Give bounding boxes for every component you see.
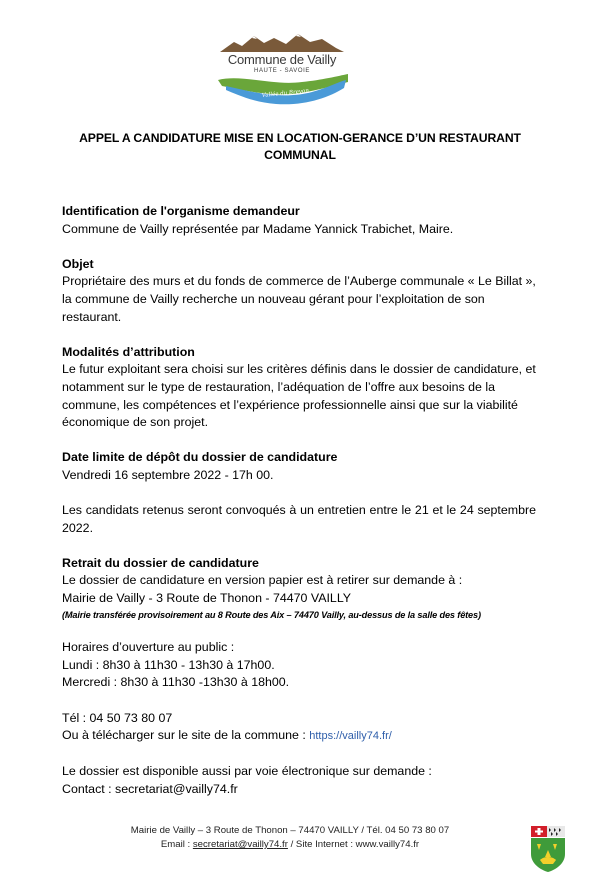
contact-tel: Tél : 04 50 73 80 07	[62, 710, 173, 725]
page-footer	[80, 824, 500, 852]
identification-text: Commune de Vailly représentée par Madame Yannick Trabichet, Maire.	[62, 221, 454, 236]
horaires-lundi: Lundi : 8h30 à 11h30 - 13h30 à 17h00.	[62, 657, 275, 672]
document-title	[40, 130, 560, 164]
title-line-1: APPEL A CANDIDATURE MISE EN LOCATION-GERANCE D’UN RESTAURANT	[79, 131, 521, 145]
modalites-text: Le futur exploitant sera choisi sur les critères définis dans le dossier de candidature, et notamment sur le type de restauration, l’adéquation de l’offre aux besoins de la commune, les compétences et l’expérience professionnelle ainsi que sur la viabilité économique de son projet.	[62, 362, 536, 430]
convocation-text: Les candidats retenus seront convoqués à un entretien entre le 21 et le 24 septembre 2022.	[62, 503, 536, 535]
retrait-heading: Retrait du dossier de candidature	[62, 555, 259, 570]
objet-text: Propriétaire des murs et du fonds de commerce de l’Auberge communale « Le Billat », la commune de Vailly recherche un nouveau gérant pour l’exploitation de son restaurant.	[62, 274, 536, 324]
download-link[interactable]: https://vailly74.fr/	[309, 730, 392, 743]
document-body	[62, 203, 536, 799]
retrait-line-1: Le dossier de candidature en version papier est à retirer sur demande à :	[62, 573, 463, 588]
footer-email-prefix: Email :	[160, 839, 193, 850]
coat-of-arms-icon	[527, 826, 569, 872]
date-limite-heading: Date limite de dépôt du dossier de candidature	[62, 450, 338, 465]
objet-heading: Objet	[62, 256, 94, 271]
commune-logo	[212, 30, 352, 110]
download-prefix: Ou à télécharger sur le site de la commune :	[62, 728, 310, 743]
identification-heading: Identification de l'organisme demandeur	[62, 204, 300, 218]
footer-address: Mairie de Vailly – 3 Route de Thonon – 74470 VAILLY / Tél. 04 50 73 80 07	[130, 825, 450, 836]
footer-email-link[interactable]: secretariat@vailly74.fr	[192, 839, 288, 850]
footer-contact	[80, 838, 500, 852]
download-line	[62, 727, 536, 746]
logo-department: HAUTE - SAVOIE	[254, 68, 310, 74]
footer-site: / Site Internet : www.vailly74.fr	[287, 839, 420, 850]
retrait-address: Mairie de Vailly - 3 Route de Thonon - 74470 VAILLY	[62, 591, 352, 606]
modalites-heading: Modalités d’attribution	[62, 344, 195, 359]
date-limite-text: Vendredi 16 septembre 2022 - 17h 00.	[62, 467, 274, 482]
horaires-mercredi: Mercredi : 8h30 à 11h30 -13h30 à 18h00.	[62, 675, 290, 690]
electronique-line-1: Le dossier est disponible aussi par voie électronique sur demande :	[62, 764, 432, 779]
logo-ribbon-text: Vallée du Brevon	[261, 88, 310, 99]
logo-commune-name: Commune de Vailly	[227, 52, 337, 67]
electronique-contact: Contact : secretariat@vailly74.fr	[62, 782, 238, 796]
title-line-2: COMMUNAL	[264, 148, 336, 162]
retrait-note: (Mairie transférée provisoirement au 8 Route des Aix – 74470 Vailly, au-dessus de la salle des fêtes)	[62, 609, 481, 620]
horaires-title: Horaires d’ouverture au public :	[62, 640, 235, 655]
